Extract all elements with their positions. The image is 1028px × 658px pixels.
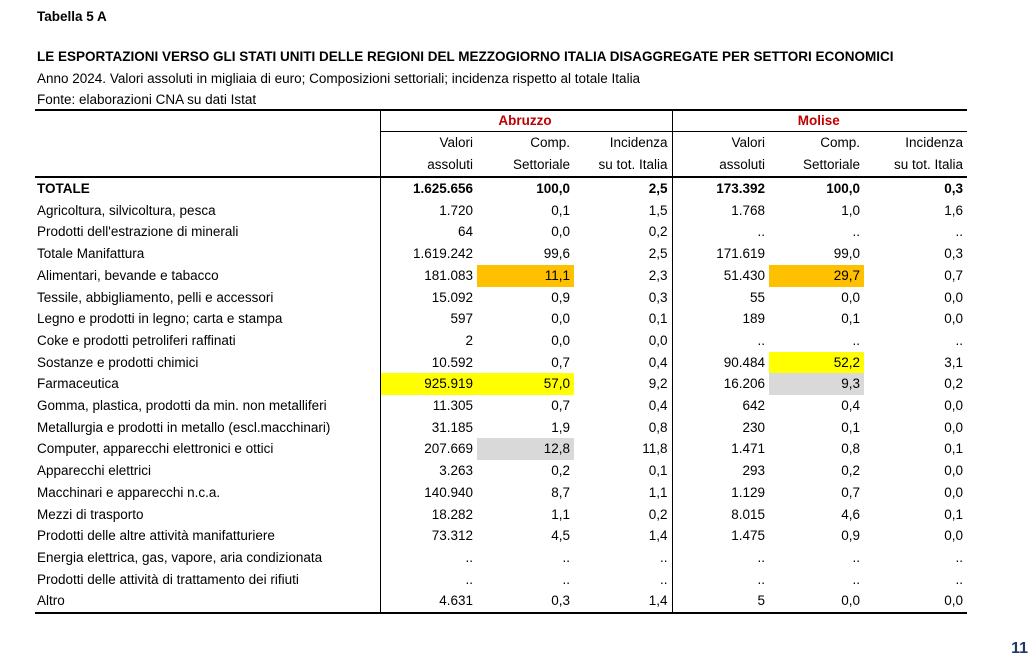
value-cell: 0,2	[944, 376, 964, 392]
value-cell: 1.129	[672, 482, 769, 504]
value-cell: 0,8	[648, 419, 668, 435]
table-row	[35, 547, 967, 569]
value-cell: 5	[672, 590, 769, 613]
value-cell: 100,0	[536, 181, 570, 196]
value-cell: 293	[672, 460, 769, 482]
table-row	[35, 438, 967, 460]
value-cell: 10.592	[380, 352, 477, 374]
value-cell: 11,1	[477, 265, 574, 287]
value-cell: 0,2	[841, 463, 861, 479]
sector-label: Prodotti dell'estrazione di minerali	[35, 221, 380, 243]
value-cell: 57,0	[477, 373, 574, 395]
col-header: assoluti	[380, 154, 477, 177]
value-cell: 0,2	[648, 224, 668, 240]
column-header-row-2	[35, 154, 967, 177]
sector-label: Agricoltura, silvicoltura, pesca	[35, 200, 380, 222]
col-header: Comp.	[820, 135, 861, 150]
value-cell: 925.919	[380, 373, 477, 395]
page-number: 11	[1011, 640, 1028, 657]
value-cell: ..	[672, 569, 769, 591]
sector-label: Energia elettrica, gas, vapore, aria condizionata	[35, 547, 380, 569]
value-cell: 0,1	[841, 311, 861, 327]
table-row	[35, 200, 967, 222]
value-cell: 99,0	[833, 246, 861, 262]
value-cell: 0,9	[841, 528, 861, 544]
sector-label: Apparecchi elettrici	[35, 460, 380, 482]
value-cell: 0,3	[944, 246, 964, 262]
sector-label: Gomma, plastica, prodotti da min. non metalliferi	[35, 395, 380, 417]
header-blank	[35, 154, 380, 177]
value-cell: 0,1	[944, 441, 964, 457]
value-cell: 0,0	[944, 484, 964, 500]
table-row	[35, 460, 967, 482]
value-cell: 0,0	[944, 311, 964, 327]
value-cell: 1.619.242	[380, 243, 477, 265]
value-cell: 8,7	[551, 484, 570, 500]
value-cell: 4,5	[551, 528, 570, 544]
value-cell: 0,7	[551, 398, 570, 414]
value-cell: 0,0	[944, 398, 964, 414]
value-cell: 0,0	[944, 463, 964, 479]
value-cell: 0,3	[944, 181, 964, 196]
value-cell: 1,4	[648, 528, 668, 544]
sector-label: Prodotti delle attività di trattamento dei rifiuti	[35, 569, 380, 591]
value-cell: 51.430	[672, 265, 769, 287]
value-cell: 1.768	[672, 200, 769, 222]
value-cell: 99,6	[543, 246, 570, 262]
table-row	[35, 330, 967, 352]
header-blank	[35, 110, 380, 132]
table-title: LE ESPORTAZIONI VERSO GLI STATI UNITI DELLE REGIONI DEL MEZZOGIORNO ITALIA DISAGGREGATE PER SETTORI ECONOMICI	[37, 49, 894, 64]
table-subtitle: Anno 2024. Valori assoluti in migliaia di euro; Composizioni settoriali; incidenza rispetto al totale Italia	[37, 71, 641, 86]
value-cell: ..	[955, 549, 964, 565]
column-header-row-1	[35, 132, 967, 155]
region-header-row	[35, 110, 967, 132]
value-cell: 1,4	[574, 590, 672, 613]
value-cell: 1.720	[380, 200, 477, 222]
value-cell: 3.263	[380, 460, 477, 482]
table-row	[35, 569, 967, 591]
table-row	[35, 243, 967, 265]
table-row	[35, 221, 967, 243]
table-row	[35, 395, 967, 417]
table-row	[35, 482, 967, 504]
value-cell: 173.392	[672, 177, 769, 200]
value-cell: 1,9	[551, 419, 570, 435]
col-header: Settoriale	[769, 154, 864, 177]
table-source: Fonte: elaborazioni CNA su dati Istat	[37, 92, 257, 107]
value-cell: 16.206	[672, 373, 769, 395]
value-cell: 1.471	[672, 438, 769, 460]
value-cell: 52,2	[769, 352, 864, 374]
value-cell: 181.083	[380, 265, 477, 287]
value-cell: 31.185	[380, 417, 477, 439]
value-cell: 189	[672, 308, 769, 330]
value-cell: 73.312	[380, 525, 477, 547]
value-cell: ..	[852, 332, 861, 348]
value-cell: 0,0	[648, 332, 668, 348]
value-cell: 4.631	[380, 590, 477, 613]
table-row	[35, 504, 967, 526]
table-body	[35, 110, 967, 613]
value-cell: 2,3	[648, 267, 668, 283]
value-cell: 2,5	[648, 181, 668, 196]
value-cell: ..	[852, 571, 861, 587]
value-cell: 171.619	[672, 243, 769, 265]
sector-label: Tessile, abbigliamento, pelli e accessori	[35, 287, 380, 309]
value-cell: 11,8	[642, 441, 668, 457]
table-row	[35, 590, 967, 613]
table-id: Tabella 5 A	[37, 9, 107, 24]
value-cell: 18.282	[380, 504, 477, 526]
value-cell: 1,5	[648, 202, 668, 218]
value-cell: 3,1	[944, 354, 964, 370]
value-cell: 0,7	[551, 354, 570, 370]
value-cell: 0,8	[841, 441, 861, 457]
value-cell: 1,0	[841, 202, 861, 218]
value-cell: ..	[955, 571, 964, 587]
col-header: Valori	[672, 132, 769, 155]
sector-label: Totale Manifattura	[35, 243, 380, 265]
value-cell: 0,2	[648, 506, 668, 522]
value-cell: 29,7	[769, 265, 864, 287]
sector-label: TOTALE	[35, 177, 380, 200]
col-header: Incidenza	[905, 135, 964, 150]
table-row	[35, 308, 967, 330]
value-cell: 0,0	[551, 311, 570, 327]
sector-label: Metallurgia e prodotti in metallo (escl.macchinari)	[35, 417, 380, 439]
value-cell: 2,5	[648, 246, 668, 262]
value-cell: 100,0	[826, 181, 861, 196]
value-cell: ..	[660, 549, 668, 565]
table-row	[35, 373, 967, 395]
value-cell: 0,1	[841, 419, 861, 435]
col-header: Comp.	[530, 135, 570, 150]
value-cell: 0,1	[551, 202, 570, 218]
value-cell: 1.475	[672, 525, 769, 547]
value-cell: 1.625.656	[380, 177, 477, 200]
value-cell: 0,0	[841, 289, 861, 305]
table-row	[35, 265, 967, 287]
value-cell: 0,1	[944, 506, 964, 522]
value-cell: 0,4	[648, 398, 668, 414]
sector-label: Altro	[35, 590, 380, 613]
value-cell: 0,2	[551, 463, 570, 479]
value-cell: 1,1	[551, 506, 570, 522]
value-cell: 0,9	[551, 289, 570, 305]
value-cell: 597	[380, 308, 477, 330]
value-cell: 642	[672, 395, 769, 417]
value-cell: 207.669	[380, 438, 477, 460]
table-row	[35, 525, 967, 547]
sector-label: Alimentari, bevande e tabacco	[35, 265, 380, 287]
value-cell: 12,8	[477, 438, 574, 460]
value-cell: 0,3	[477, 590, 574, 613]
value-cell: 55	[672, 287, 769, 309]
value-cell: ..	[672, 221, 769, 243]
value-cell: 2	[380, 330, 477, 352]
exports-table	[35, 109, 967, 614]
value-cell: ..	[955, 224, 964, 240]
region-abruzzo: Abruzzo	[380, 110, 672, 132]
value-cell: ..	[852, 224, 861, 240]
value-cell: 0,1	[648, 311, 668, 327]
value-cell: ..	[955, 332, 964, 348]
value-cell: ..	[380, 569, 477, 591]
value-cell: 0,1	[648, 463, 668, 479]
value-cell: ..	[660, 571, 668, 587]
value-cell: 0,0	[944, 419, 964, 435]
col-header: Settoriale	[477, 154, 574, 177]
value-cell: 9,3	[769, 373, 864, 395]
value-cell: 1,1	[648, 484, 668, 500]
value-cell: 0,0	[864, 590, 967, 613]
region-molise: Molise	[672, 110, 967, 132]
col-header: su tot. Italia	[574, 154, 672, 177]
col-header: Incidenza	[609, 135, 668, 150]
value-cell: 0,0	[551, 332, 570, 348]
table-row	[35, 417, 967, 439]
value-cell: 8.015	[672, 504, 769, 526]
value-cell: 64	[380, 221, 477, 243]
value-cell: 0,0	[551, 224, 570, 240]
sector-label: Legno e prodotti in legno; carta e stampa	[35, 308, 380, 330]
value-cell: 0,7	[944, 267, 964, 283]
header-blank	[35, 132, 380, 155]
sector-label: Farmaceutica	[35, 373, 380, 395]
value-cell: 230	[672, 417, 769, 439]
value-cell: 0,0	[944, 528, 964, 544]
value-cell: 15.092	[380, 287, 477, 309]
col-header: su tot. Italia	[864, 154, 967, 177]
value-cell: 0,4	[648, 354, 668, 370]
value-cell: ..	[852, 549, 861, 565]
value-cell: 90.484	[672, 352, 769, 374]
col-header: Valori	[380, 132, 477, 155]
value-cell: 0,7	[841, 484, 861, 500]
value-cell: 9,2	[648, 376, 668, 392]
value-cell: 140.940	[380, 482, 477, 504]
value-cell: 11.305	[380, 395, 477, 417]
sector-label: Computer, apparecchi elettronici e ottici	[35, 438, 380, 460]
sector-label: Macchinari e apparecchi n.c.a.	[35, 482, 380, 504]
value-cell: ..	[380, 547, 477, 569]
value-cell: 1,6	[944, 202, 964, 218]
table-row	[35, 287, 967, 309]
value-cell: 0,3	[648, 289, 668, 305]
sector-label: Prodotti delle altre attività manifatturiere	[35, 525, 380, 547]
value-cell: ..	[562, 549, 570, 565]
value-cell: ..	[562, 571, 570, 587]
value-cell: ..	[672, 547, 769, 569]
col-header: assoluti	[672, 154, 769, 177]
sector-label: Sostanze e prodotti chimici	[35, 352, 380, 374]
total-row	[35, 177, 967, 200]
sector-label: Mezzi di trasporto	[35, 504, 380, 526]
sector-label: Coke e prodotti petroliferi raffinati	[35, 330, 380, 352]
value-cell: 4,6	[841, 506, 861, 522]
value-cell: ..	[672, 330, 769, 352]
table-row	[35, 352, 967, 374]
value-cell: 0,4	[841, 398, 861, 414]
value-cell: 0,0	[944, 289, 964, 305]
value-cell: 0,0	[769, 590, 864, 613]
